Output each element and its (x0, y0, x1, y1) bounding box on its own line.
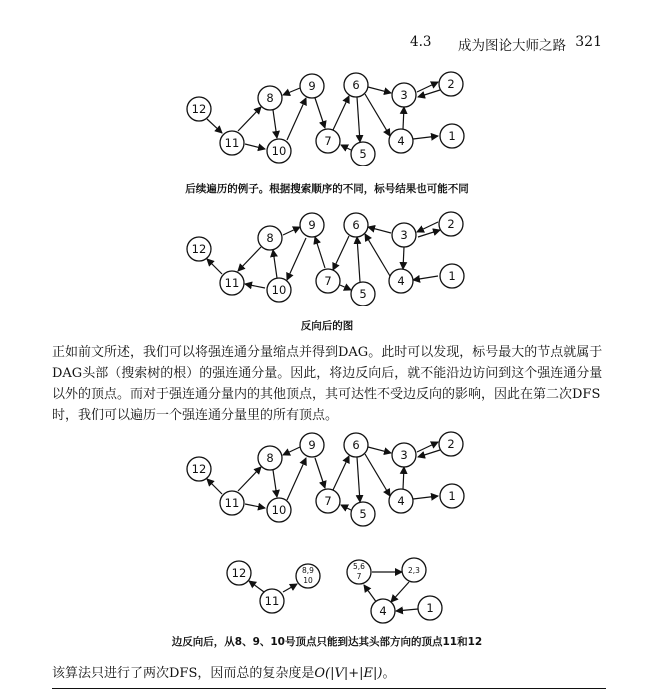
edge-11-89 (283, 584, 297, 592)
svg-text:10: 10 (271, 144, 287, 158)
figure-1-graph (0, 66, 654, 166)
graph-node (418, 596, 442, 620)
edge-3-4 (403, 247, 404, 269)
graph-node (258, 446, 282, 470)
graph-node (440, 124, 464, 148)
graph-node (300, 433, 324, 457)
svg-text:11: 11 (264, 594, 280, 608)
graph-node (440, 264, 464, 288)
svg-text:10: 10 (271, 503, 287, 517)
svg-text:11: 11 (224, 496, 240, 510)
graph-node (389, 129, 413, 153)
paragraph-line: 以外的顶点。而对于强连通分量内的其他顶点，其可达性不受边反向的影响，因此在第二次DFS (52, 387, 601, 402)
edge-9-8 (283, 88, 300, 95)
condensed-graph (0, 556, 654, 626)
edge-4-56 (364, 585, 377, 603)
svg-text:6: 6 (352, 218, 360, 232)
svg-text:1: 1 (448, 129, 456, 143)
paragraph-line: DAG头部（搜索树的根）的强连通分量。因此，将边反向后，就不能沿边访问到这个强连通分量 (52, 366, 603, 381)
body-paragraph (52, 342, 608, 426)
complexity-text: 该算法只进行了两次DFS，因而总的复杂度是 (52, 666, 315, 681)
edge-6-3 (368, 447, 391, 453)
edge-10-8 (273, 250, 277, 278)
graph-node (267, 139, 291, 163)
edge-4-1 (413, 136, 438, 139)
graph-node (389, 489, 413, 513)
svg-text:4: 4 (379, 604, 387, 618)
svg-text:1: 1 (426, 601, 434, 615)
edge-9-10 (287, 238, 306, 280)
svg-text:1: 1 (448, 489, 456, 503)
svg-text:12: 12 (191, 242, 207, 256)
edge-11-12 (249, 581, 264, 592)
edge-3-2 (417, 442, 438, 452)
edge-7-9 (315, 237, 325, 268)
graph-node (440, 484, 464, 508)
edge-3-2 (418, 230, 440, 237)
svg-text:1: 1 (448, 269, 456, 283)
graph-node (296, 564, 320, 588)
svg-text:8,9: 8,9 (302, 566, 314, 575)
svg-text:10: 10 (271, 283, 287, 297)
paragraph-line: 正如前文所述，我们可以将强连通分量缩点并得到DAG。此时可以发现，标号最大的节点就属于 (52, 345, 603, 360)
svg-text:12: 12 (191, 462, 207, 476)
graph-node (392, 83, 416, 107)
edge-11-10 (245, 504, 265, 508)
graph-node (220, 271, 244, 295)
running-header (0, 34, 654, 54)
graph-node (351, 282, 375, 306)
edge-2-3 (417, 222, 438, 232)
figure-2-graph (0, 206, 654, 306)
edge-6-5 (357, 97, 360, 142)
graph-node (187, 97, 211, 121)
svg-text:9: 9 (308, 79, 316, 93)
figure-2-caption: 反向后的图 (300, 320, 354, 332)
graph-node (300, 213, 324, 237)
edge-1-4 (396, 609, 418, 611)
graph-node (389, 269, 413, 293)
edge-5-6 (357, 237, 360, 282)
graph-node (439, 72, 463, 96)
svg-text:11: 11 (224, 136, 240, 150)
svg-text:4: 4 (397, 134, 405, 148)
graph-node (260, 589, 284, 613)
edge-3-2 (417, 82, 438, 92)
edge-7-5 (340, 285, 351, 290)
edge-4-1 (413, 496, 438, 499)
svg-text:2: 2 (447, 77, 455, 91)
svg-text:12: 12 (191, 102, 207, 116)
edge-11-8 (238, 467, 261, 491)
graph-node (267, 498, 291, 522)
edge-6-3 (368, 87, 391, 93)
edge-2-3 (418, 90, 440, 97)
svg-text:5: 5 (359, 507, 367, 521)
edge-6-7 (333, 236, 349, 270)
complexity-end: 。 (382, 666, 396, 681)
edge-8-11 (238, 247, 261, 271)
edge-12-11 (207, 119, 222, 133)
complexity-formula: O(|V|+|E|) (314, 666, 383, 681)
edge-6-4 (365, 94, 390, 136)
edge-10-11 (245, 284, 265, 288)
edge-2-3 (418, 450, 440, 457)
graph-node (187, 237, 211, 261)
graph-node (402, 558, 426, 582)
figure-3-caption: 边反向后，从8、9、10号顶点只能到达其头部方向的顶点11和12 (171, 636, 483, 648)
svg-text:5,6: 5,6 (353, 562, 365, 571)
graph-node (344, 73, 368, 97)
svg-text:6: 6 (352, 78, 360, 92)
graph-node (439, 212, 463, 236)
graph-node (227, 561, 251, 585)
edge-6-4 (365, 454, 390, 496)
graph-node (344, 213, 368, 237)
graph-node (220, 491, 244, 515)
figure-3-graph (0, 428, 654, 528)
svg-text:6: 6 (352, 438, 360, 452)
edge-23-4 (391, 582, 409, 602)
graph-node (392, 443, 416, 467)
edge-4-6 (365, 234, 390, 276)
svg-text:12: 12 (231, 566, 247, 580)
edge-11-10 (245, 144, 265, 149)
edge-1-4 (413, 276, 438, 280)
graph-node (300, 74, 324, 98)
edge-4-3 (403, 107, 404, 129)
graph-node (344, 433, 368, 457)
edge-8-10 (273, 470, 277, 497)
edge-9-8 (283, 447, 300, 455)
edge-11-12 (207, 259, 222, 274)
edge-8-9 (283, 227, 300, 235)
svg-text:7: 7 (324, 274, 332, 288)
edge-9-7 (315, 98, 325, 128)
svg-text:2: 2 (447, 217, 455, 231)
svg-text:3: 3 (400, 88, 408, 102)
svg-text:8: 8 (266, 91, 274, 105)
graph-node (258, 86, 282, 110)
chapter-title: 成为图论大师之路 (458, 38, 566, 54)
figure-1-caption: 后续遍历的例子。根据搜索顺序的不同，标号结果也可能不同 (185, 183, 469, 195)
svg-text:5: 5 (359, 147, 367, 161)
svg-text:4: 4 (397, 494, 405, 508)
graph-node (316, 489, 340, 513)
edge-10-9 (287, 458, 306, 500)
edge-7-6 (333, 456, 349, 490)
graph-node (371, 599, 395, 623)
graph-node (392, 223, 416, 247)
graph-node (258, 226, 282, 250)
graph-node (347, 560, 371, 584)
edge-4-3 (403, 467, 404, 489)
edge-9-7 (315, 458, 325, 488)
svg-text:2: 2 (447, 437, 455, 451)
graph-node (351, 142, 375, 166)
svg-text:9: 9 (308, 218, 316, 232)
complexity-sentence (52, 662, 395, 681)
paragraph-line: 时，我们可以遍历一个强连通分量里的所有顶点。 (52, 408, 339, 423)
graph-node (439, 432, 463, 456)
svg-text:7: 7 (324, 494, 332, 508)
graph-node (220, 131, 244, 155)
svg-text:9: 9 (308, 438, 316, 452)
svg-text:7: 7 (356, 572, 362, 581)
svg-text:3: 3 (400, 228, 408, 242)
edge-7-6 (333, 96, 349, 130)
graph-node (187, 457, 211, 481)
edge-3-6 (368, 227, 391, 233)
svg-text:4: 4 (397, 274, 405, 288)
svg-text:8: 8 (266, 231, 274, 245)
graph-node (316, 129, 340, 153)
edge-6-5 (357, 457, 360, 502)
svg-text:5: 5 (359, 287, 367, 301)
edge-10-9 (287, 98, 306, 140)
svg-text:10: 10 (303, 576, 313, 585)
edge-8-10 (273, 110, 277, 138)
edge-5-7 (341, 505, 351, 510)
svg-text:3: 3 (400, 448, 408, 462)
edge-5-7 (341, 145, 351, 150)
graph-node (351, 502, 375, 526)
graph-node (316, 269, 340, 293)
svg-text:7: 7 (324, 134, 332, 148)
svg-text:11: 11 (224, 276, 240, 290)
graph-node (267, 278, 291, 302)
section-number: 4.3 (410, 34, 432, 50)
page-number: 321 (575, 34, 602, 50)
svg-text:2,3: 2,3 (408, 566, 420, 575)
edge-11-8 (238, 107, 261, 131)
svg-text:8: 8 (266, 451, 274, 465)
bottom-rule (52, 688, 606, 689)
edge-11-12 (207, 479, 222, 494)
